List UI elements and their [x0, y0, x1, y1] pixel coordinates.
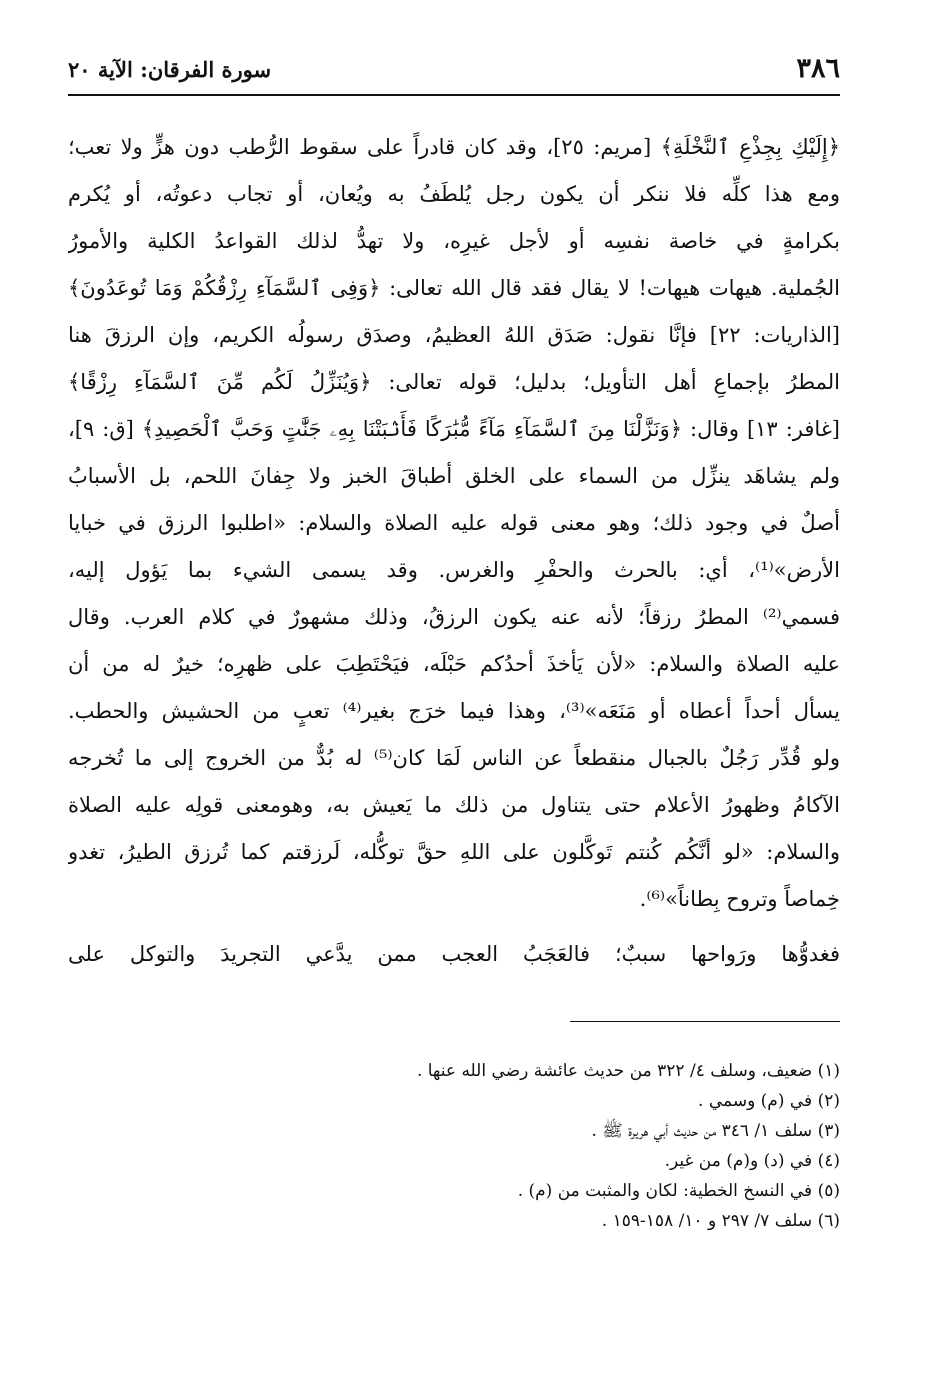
- text-line: فغدوُّها ورَواحها سببٌ؛ فالعَجَبُ العجب ممن يدَّعي التجريدَ والتوكل على: [68, 942, 840, 966]
- text-line: بكرامةٍ في خاصة نفسِه أو لأجل غيرِه، ولا تهدُّ لذلك القواعدُ الكلية والأمورُ: [68, 229, 840, 253]
- footnote: (٥) في النسخ الخطية: لكان والمثبت من (م) .: [517, 1181, 840, 1201]
- text-line: عليه الصلاة والسلام: «لأن يَأخذَ أحدُكم حَبْلَه، فيَحْتَطِبَ على ظهرِه؛ خيرٌ له من أن: [68, 652, 840, 676]
- text-line: ﴿إِلَيْكِ بِجِذْعِ ٱلنَّخْلَةِ﴾ [مريم: ٢٥]، وقد كان قادراً على سقوط الرُّطب دون هزٍّ ولا تعب؛: [68, 135, 840, 159]
- footnote: (١) ضعيف، وسلف ٤/ ٣٢٢ من حديث عائشة رضي الله عنها .: [416, 1061, 840, 1081]
- text-line: والسلام: «لو أنَّكُم كُنتم تَوكَّلون على اللهِ حقَّ توكُّله، لَرزقتم كما تُرزق الطيرُ، تغدو: [68, 840, 840, 864]
- text-line: ومع هذا كلِّه فلا ننكر أن يكون رجل يُلطَفُ به ويُعان، أو تجاب دعوتُه، أو يُكرم: [68, 182, 840, 206]
- text-line: خِماصاً وتروح بِطاناً»⁽⁶⁾.: [639, 887, 840, 911]
- text-line: [الذاريات: ٢٢] فإنَّا نقول: صَدَق اللهُ العظيمُ، وصدَق رسولُه الكريم، وإن الرزقَ هنا: [68, 323, 840, 347]
- page-number: ٣٨٦: [796, 53, 840, 84]
- text-line: [غافر: ١٣] وقال: ﴿وَنَزَّلْنَا مِنَ ٱلسَّمَآءِ مَآءً مُّبَٰرَكًا فَأَنۢبَتْنَا بِهِۦ جَنَّٰتٍ وَحَبَّ ٱلْحَصِيدِ﴾ [ق: ٩]،: [68, 417, 840, 441]
- text-line: الجُملية. هيهات هيهات! لا يقال فقد قال الله تعالى: ﴿وَفِى ٱلسَّمَآءِ رِزْقُكُمْ وَمَا تُوعَدُونَ﴾: [68, 276, 840, 300]
- page-header: [68, 50, 840, 90]
- text-line: ولو قُدِّر رَجُلٌ بالجبال منقطعاً عن الناس لَمَا كان⁽⁵⁾ له بُدٌّ من الخروج إلى ما تُخرجه: [68, 746, 840, 770]
- text-line: ولم يشاهَد ينزِّل من السماء على الخلق أطباقَ الخبز ولا جِفانَ اللحم، بل الأسبابُ: [68, 464, 840, 488]
- footnotes: [68, 1056, 840, 1236]
- text-line: فسمي⁽²⁾ المطرُ رزقاً؛ لأنه عنه يكون الرزقُ، وذلك مشهورٌ في كلام العرب. وقال: [68, 605, 840, 629]
- footnote-separator: [570, 1021, 840, 1022]
- text-line: يسأل أحداً أعطاه أو مَنَعَه»⁽³⁾، وهذا فيما خرَج بغير⁽⁴⁾ تعبٍ من الحشيش والحطب.: [68, 699, 840, 723]
- main-text: [68, 124, 840, 978]
- text-line: الآكامُ وظهورُ الأعلام حتى يتناول من ذلك ما يَعيش به، وهومعنى قولِه عليه الصلاة: [68, 793, 840, 817]
- footnote: (٤) في (د) و(م) من غير.: [664, 1151, 840, 1171]
- text-line: الأرض»⁽¹⁾، أي: بالحرث والحفْرِ والغرس. وقد يسمى الشيء بما يَؤول إليه،: [68, 558, 840, 582]
- running-title: سورة الفرقان: الآية ٢٠: [68, 57, 272, 82]
- footnote: (٣) سلف ١/ ٣٤٦ من حديث أبي هريرة ﷺ .: [591, 1121, 840, 1141]
- text-line: المطرُ بإجماعِ أهل التأويل؛ بدليل؛ قوله تعالى: ﴿وَيُنَزِّلُ لَكُم مِّنَ ٱلسَّمَآءِ رِزْقًا﴾: [68, 370, 840, 394]
- text-line: أصلٌ في وجود ذلك؛ وهو معنى قوله عليه الصلاة والسلام: «اطلبوا الرزق في خبايا: [68, 511, 840, 535]
- footnote: (٢) في (م) وسمي .: [698, 1091, 840, 1111]
- header-rule: [68, 94, 840, 96]
- footnote: (٦) سلف ٧/ ٢٩٧ و ١٠/ ١٥٨-١٥٩ .: [601, 1211, 840, 1231]
